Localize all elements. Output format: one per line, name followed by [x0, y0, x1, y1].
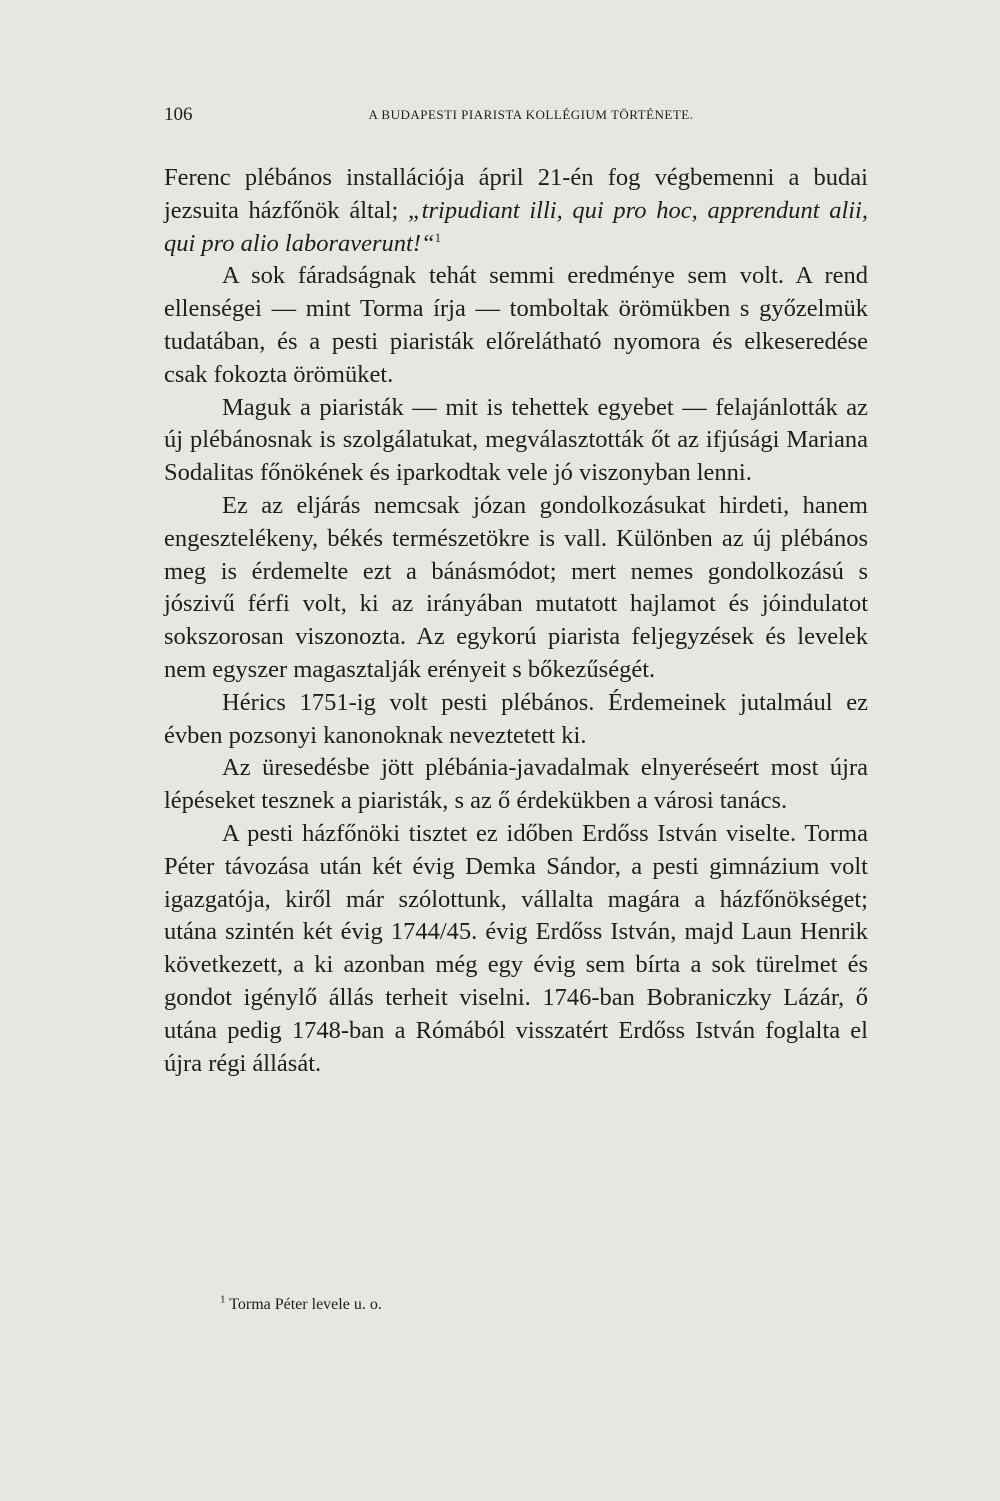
footnote-text: Torma Péter levele u. o.: [229, 1296, 382, 1313]
running-title: A BUDAPESTI PIARISTA KOLLÉGIUM TÖRTÉNETE.: [368, 107, 694, 122]
paragraph-7: A pesti házfőnöki tisztet ez időben Erdőss István viselte. Torma Péter távozása után két évig Demka Sándor, a pesti gimnázium volt igazgatója, kiről már szólottunk, vállalta magára a házfőnökséget; utána szintén két évig 1744/45. évig Erdőss István, majd Laun Henrik következett, a ki azonban még egy évig sem bírta a sok türelmet és gondot igénylő állás terheit viselni. 1746-ban Bobraniczky Lázár, ő utána pedig 1748-ban a Rómából visszatért Erdőss István foglalta el újra régi állását.: [164, 819, 868, 1077]
paragraph-3: Maguk a piaristák — mit is tehettek egyebet — felajánlották az új plébánosnak is szolgálatukat, megválasztották őt az ifjúsági Mariana Sodalitas főnökének és iparkodtak vele jó viszonyban lenni.: [164, 393, 868, 487]
paragraph-1-text: Ferenc plébános installációja ápril 21-én fog végbemenni a budai jezsuita házfőnök által;: [164, 164, 868, 224]
footnote-reference: 1: [434, 229, 442, 245]
footnote: [220, 1294, 382, 1316]
paragraph-4: Ez az eljárás nemcsak józan gondolkozásukat hirdeti, hanem engesztelékeny, békés természetökre is vall. Különben az új plébános meg is érdemelte ezt a bánásmódot; mert nemes gondolkozású s jószivű férfi volt, ki az irányában mutatott hajlamot és jóindulatot sokszorosan viszonozta. Az egykorú piarista feljegyzések és levelek nem egyszer magasztalják erényeit s bőkezűségét.: [164, 491, 868, 683]
footnote-marker: 1: [220, 1293, 226, 1306]
paragraph-5: Hérics 1751-ig volt pesti plébános. Érdemeinek jutalmául ez évben pozsonyi kanonoknak neveztetett ki.: [164, 688, 868, 749]
paragraph-1: [164, 162, 868, 260]
page-header: [164, 104, 868, 128]
latin-quote: „tripudiant illi, qui pro hoc, apprendunt alii, qui pro alio laboraverunt!“: [164, 196, 868, 257]
paragraph-2: A sok fáradságnak tehát semmi eredménye sem volt. A rend ellenségei — mint Torma írja — tomboltak örömükben s győzelmük tudatában, és a pesti piaristák előrelátható nyomora és elkeseredése csak fokozta örömüket.: [164, 262, 868, 388]
page-number: 106: [164, 104, 193, 125]
paragraph-6: Az üresedésbe jött plébánia-javadalmak elnyeréseért most újra lépéseket tesznek a piaristák, s az ő érdekükben a városi tanács.: [164, 754, 868, 815]
body-text: [164, 162, 868, 1080]
